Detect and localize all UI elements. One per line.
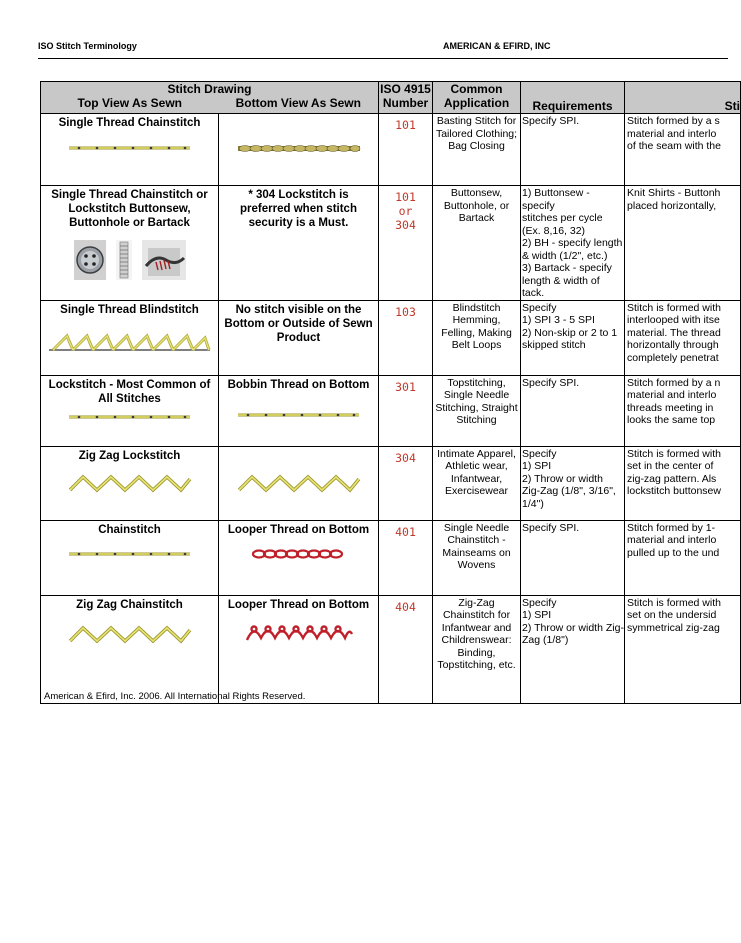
- header-rule: [38, 58, 728, 59]
- single-chainstitch-bottom-drawing: [236, 141, 362, 155]
- stitch-bottom-note: [219, 301, 378, 345]
- text-line: Stitch is formed with: [627, 301, 721, 314]
- text-line: horizontally through: [627, 339, 719, 351]
- text-line: Single Thread Chainstitch: [58, 117, 201, 129]
- text-line: * 304 Lockstitch is: [248, 189, 349, 201]
- common-heading-line1: Common: [433, 82, 521, 97]
- stitch-drawing-heading: Stitch Drawing: [41, 82, 379, 97]
- text-line: Single Needle: [443, 389, 510, 401]
- top-view-cell: [41, 300, 219, 375]
- text-line: Basting Stitch for: [436, 115, 517, 127]
- bottom-view-cell: [219, 446, 379, 520]
- text-line: Blindstitch: [452, 301, 501, 314]
- text-line: 3) Bartack - specify: [522, 262, 612, 274]
- text-line: Zig Zag Chainstitch: [76, 598, 183, 611]
- text-line: Buttonhole, or: [443, 199, 510, 212]
- text-line: Specify: [522, 447, 557, 460]
- stitch-description: [625, 186, 740, 212]
- requirements-text: [521, 447, 624, 511]
- requirements-heading: Requirements: [521, 82, 625, 114]
- text-line: Stitch is formed with: [627, 596, 721, 609]
- stitch-name: [41, 376, 218, 406]
- text-line: 404: [395, 599, 416, 614]
- text-line: Wovens: [457, 559, 496, 571]
- stitch-description: [625, 521, 740, 560]
- text-line: 2) Throw or width Zig-: [522, 621, 624, 634]
- text-line: or: [398, 204, 413, 218]
- iso-heading-line2: Number: [379, 96, 433, 114]
- bottom-view-cell: [219, 114, 379, 186]
- text-line: 1) SPI: [522, 609, 552, 621]
- top-view-cell: [41, 520, 219, 595]
- text-line: Mainseams on: [442, 546, 511, 559]
- top-view-heading: Top View As Sewn: [41, 96, 219, 114]
- text-line: length & width of: [522, 274, 600, 287]
- text-line: (Ex. 8,16, 32): [522, 224, 586, 237]
- text-line: 2) Throw or width: [522, 472, 603, 485]
- text-line: Knit Shirts - Buttonh: [627, 187, 721, 199]
- text-line: looks the same top: [627, 414, 716, 426]
- iso-number: [379, 447, 432, 465]
- text-line: set in the center of: [627, 460, 714, 472]
- zigzag-lockstitch-top-drawing: [67, 473, 193, 493]
- text-line: 401: [395, 524, 416, 539]
- zigzag-chainstitch-bottom-drawing: [244, 620, 354, 646]
- text-line: security is a Must.: [248, 217, 349, 229]
- text-line: 1) Buttonsew - specify: [522, 187, 590, 212]
- stitch-description: [625, 114, 740, 153]
- iso-number: [379, 186, 432, 232]
- table-row: [41, 446, 741, 520]
- requirements-text: [521, 301, 624, 352]
- text-line: of the seam with the: [627, 140, 721, 152]
- stitch-table: [40, 81, 741, 704]
- iso-number: [379, 596, 432, 614]
- text-line: Specify SPI.: [522, 376, 580, 389]
- stitch-description: [625, 376, 740, 427]
- text-line: Hemming,: [452, 314, 501, 326]
- bottom-view-cell: [219, 520, 379, 595]
- text-line: Zig Zag Lockstitch: [78, 449, 181, 462]
- text-line: Zag (1/8"): [522, 634, 569, 646]
- text-line: Athletic wear,: [445, 460, 508, 472]
- text-line: lockstitch buttonsew: [627, 485, 721, 497]
- text-line: Zig-Zag (1/8", 3/16",: [522, 485, 616, 497]
- text-line: All Stitches: [98, 392, 161, 405]
- text-line: Stitching: [456, 414, 497, 426]
- text-line: Single Needle: [443, 521, 510, 534]
- requirements-text: [521, 186, 624, 300]
- text-line: 101: [395, 118, 416, 132]
- iso-number: [379, 301, 432, 319]
- text-line: interlooped with itse: [627, 314, 720, 326]
- text-line: Binding,: [457, 646, 496, 659]
- requirements-text: [521, 114, 624, 128]
- common-application: [433, 376, 520, 427]
- text-line: material and interlo: [627, 534, 717, 546]
- text-line: preferred when stitch: [240, 203, 357, 215]
- zigzag-lockstitch-bottom-drawing: [236, 473, 362, 493]
- bottom-view-cell: [219, 300, 379, 375]
- text-line: Lockstitch - Most Common of: [48, 378, 211, 391]
- text-line: zig-zag pattern. Als: [627, 472, 717, 485]
- text-line: Specify SPI.: [522, 521, 580, 534]
- text-line: Topstitching,: [447, 376, 506, 389]
- text-line: stitches per cycle: [522, 212, 603, 224]
- text-line: 101: [395, 190, 416, 204]
- text-line: pulled up to the und: [627, 546, 720, 559]
- common-application: [433, 521, 520, 572]
- table-row: [41, 114, 741, 186]
- text-line: Specify: [522, 301, 557, 314]
- text-line: Topstitching, etc.: [437, 659, 516, 671]
- top-view-cell: [41, 375, 219, 446]
- requirements-text: [521, 596, 624, 647]
- top-view-cell: [41, 595, 219, 703]
- table-row: [41, 300, 741, 375]
- text-line: 2) BH - specify length: [522, 237, 623, 249]
- text-line: 301: [395, 379, 416, 394]
- text-line: Intimate Apparel,: [437, 447, 516, 460]
- text-line: 1) SPI 3 - 5 SPI: [522, 314, 595, 326]
- text-line: material and interlo: [627, 127, 717, 140]
- stitch-bottom-note: [219, 376, 378, 392]
- text-line: Looper Thread on Bottom: [227, 523, 370, 536]
- table-row: [41, 186, 741, 301]
- text-line: Belt Loops: [451, 339, 502, 351]
- text-line: & width (1/2", etc.): [522, 249, 608, 262]
- button-photo-icon: [74, 240, 106, 280]
- bottom-view-cell: [219, 375, 379, 446]
- text-line: 304: [395, 218, 416, 232]
- text-line: skipped stitch: [522, 339, 586, 351]
- top-view-cell: [41, 186, 219, 301]
- blindstitch-top-drawing: [47, 330, 212, 356]
- text-line: tack.: [522, 287, 545, 299]
- stitch-name: [41, 114, 218, 130]
- text-line: Looper Thread on Bottom: [227, 598, 370, 611]
- description-heading: Sti: [625, 82, 741, 114]
- text-line: Lockstitch Buttonsew,: [68, 203, 191, 215]
- top-view-cell: [41, 446, 219, 520]
- text-line: Stitch formed by a s: [627, 115, 720, 127]
- chainstitch-looper-bottom-drawing: [251, 547, 347, 561]
- text-line: 1) SPI: [522, 460, 552, 472]
- common-application: [433, 186, 520, 225]
- zigzag-chainstitch-top-drawing: [67, 624, 193, 644]
- example-photos: [41, 240, 218, 280]
- text-line: Childrenswear:: [441, 634, 512, 646]
- table-row: [41, 375, 741, 446]
- common-application: [433, 596, 520, 672]
- text-line: Zig-Zag: [458, 596, 495, 609]
- text-line: Chainstitch for: [442, 609, 511, 621]
- text-line: Buttonhole or Bartack: [69, 217, 190, 229]
- text-line: Tailored Clothing;: [435, 127, 518, 140]
- stitch-description: [625, 596, 740, 635]
- document-title: ISO Stitch Terminology: [38, 41, 137, 51]
- text-line: Stitching, Straight: [435, 401, 518, 414]
- chainstitch-top-drawing: [67, 549, 192, 559]
- text-line: Infantwear,: [450, 472, 503, 485]
- text-line: No stitch visible on the: [235, 303, 362, 316]
- top-view-cell: [41, 114, 219, 186]
- stitch-bottom-note: [219, 596, 378, 612]
- text-line: Specify: [522, 596, 557, 609]
- text-line: Exercisewear: [445, 485, 509, 497]
- stitch-name: [41, 596, 218, 612]
- text-line: Single Thread Chainstitch or: [51, 189, 208, 201]
- common-application: [433, 301, 520, 352]
- iso-number: [379, 376, 432, 394]
- text-line: 1/4"): [522, 497, 544, 510]
- text-line: Bartack: [458, 212, 495, 224]
- stitch-bottom-note: [219, 114, 378, 116]
- text-line: Bottom or Outside of Sewn: [224, 317, 373, 330]
- common-application: [433, 114, 520, 153]
- bottom-view-cell: [219, 595, 379, 703]
- text-line: 103: [395, 304, 416, 319]
- iso-heading-line1: ISO 4915: [380, 82, 431, 96]
- stitch-description: [625, 447, 740, 498]
- stitch-name: [41, 301, 218, 317]
- requirements-text: [521, 376, 624, 390]
- stitch-name: [41, 521, 218, 537]
- text-line: Specify SPI.: [522, 115, 580, 127]
- buttonhole-photo-icon: [116, 240, 132, 280]
- lockstitch-bottom-drawing: [236, 410, 361, 420]
- stitch-name: [41, 447, 218, 463]
- company-name: AMERICAN & EFIRD, INC: [443, 41, 551, 51]
- iso-number: [379, 114, 432, 132]
- bartack-photo-icon: [142, 240, 186, 280]
- bottom-view-cell: [219, 186, 379, 301]
- text-line: Stitch is formed with: [627, 447, 721, 460]
- text-line: Chainstitch -: [447, 534, 506, 546]
- text-line: Buttonsew,: [450, 187, 503, 199]
- text-line: Chainstitch: [98, 523, 161, 536]
- text-line: Product: [276, 331, 321, 344]
- text-line: symmetrical zig-zag: [627, 621, 720, 634]
- text-line: Stitch formed by 1-: [627, 521, 716, 534]
- copyright-footer: American & Efird, Inc. 2006. All International Rights Reserved.: [44, 691, 306, 702]
- text-line: material and interlo: [627, 389, 717, 401]
- single-chainstitch-top-drawing: [67, 143, 192, 153]
- text-line: threads meeting in: [627, 401, 714, 414]
- text-line: set on the undersid: [627, 609, 717, 621]
- stitch-description: [625, 301, 740, 365]
- text-line: Single Thread Blindstitch: [60, 303, 199, 316]
- requirements-text: [521, 521, 624, 535]
- text-line: 304: [395, 450, 416, 465]
- table-row: [41, 595, 741, 703]
- iso-number: [379, 521, 432, 539]
- common-application: [433, 447, 520, 498]
- text-line: completely penetrat: [627, 351, 719, 364]
- text-line: Stitch formed by a n: [627, 376, 721, 389]
- common-heading-line2: Application: [433, 96, 521, 114]
- table-row: [41, 520, 741, 595]
- lockstitch-top-drawing: [67, 412, 192, 422]
- text-line: Felling, Making: [441, 326, 512, 339]
- stitch-bottom-note: [219, 186, 378, 230]
- stitch-bottom-note: [219, 521, 378, 537]
- text-line: placed horizontally,: [627, 199, 717, 212]
- bottom-view-heading: Bottom View As Sewn: [219, 96, 379, 114]
- text-line: 2) Non-skip or 2 to 1: [522, 326, 618, 339]
- table-header-row-1: [41, 82, 741, 97]
- text-line: Infantwear and: [441, 621, 512, 634]
- text-line: Bag Closing: [448, 140, 505, 152]
- stitch-name: [41, 186, 218, 230]
- text-line: material. The thread: [627, 326, 721, 339]
- text-line: Bobbin Thread on Bottom: [227, 378, 370, 391]
